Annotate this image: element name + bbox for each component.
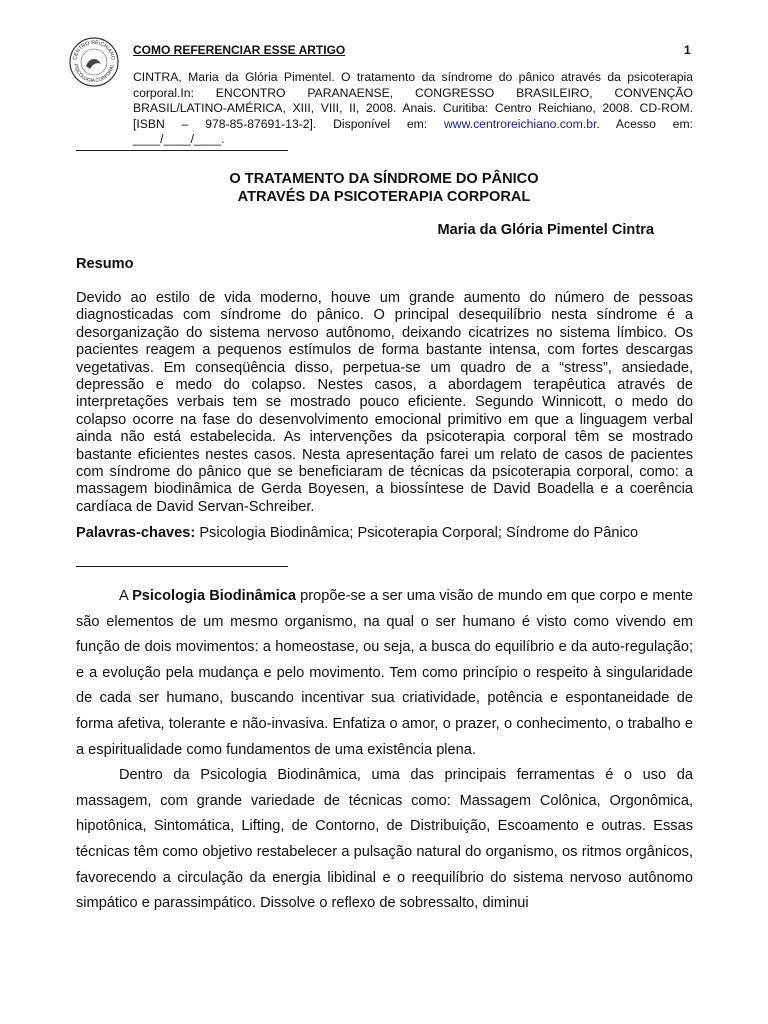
title-line-1: O TRATAMENTO DA SÍNDROME DO PÂNICO — [229, 171, 539, 187]
header-separator — [76, 150, 288, 151]
citation-block — [133, 70, 693, 148]
keywords-label: Palavras-chaves: — [76, 525, 196, 541]
footnote-separator — [76, 566, 288, 567]
title-line-2: ATRAVÉS DA PSICOTERAPIA CORPORAL — [237, 189, 531, 205]
body-text — [76, 584, 693, 917]
resumo-heading: Resumo — [76, 256, 134, 272]
reference-heading: COMO REFERENCIAR ESSE ARTIGO — [133, 43, 346, 57]
page-number: 1 — [684, 43, 691, 57]
logo-text-top: CENTRO REICHIANO — [72, 39, 116, 61]
p1-bold-term: Psicologia Biodinâmica — [132, 588, 296, 604]
p1-prefix: A — [119, 588, 133, 604]
centro-reichiano-logo — [68, 36, 120, 88]
body-paragraph-2: Dentro da Psicologia Biodinâmica, uma das principais ferramentas é o uso da massagem, com grande variedade de técnicas como: Massagem Colônica, Orgonômica, hipotônica, Sintomática, Lifting, de Contorno, de Distribuição, Escoamento e outras. Essas técnicas têm como objetivo restabelecer a pulsação natural do organismo, os ritmos orgânicos, favorecendo a circulação da energia libidinal e o reequilíbrio do sistema nervoso autônomo simpático e parassimpático. Dissolve o reflexo de sobressalto, diminui — [76, 767, 693, 912]
keywords-line — [76, 525, 693, 541]
centro-reichiano-link[interactable]: www.centroreichiano.com.br — [443, 116, 597, 131]
article-title — [76, 170, 692, 206]
abstract-paragraph: Devido ao estilo de vida moderno, houve um grande aumento do número de pessoas diagnosticadas com síndrome do pânico. O principal desequilíbrio nesta síndrome é a desorganização do sistema nervoso autônomo, deixando cicatrizes no sistema límbico. Os pacientes reagem a pequenos estímulos de forma bastante intensa, com fortes descargas vegetativas. Em conseqüência disso, perpetua-se um quadro de a “stress”, ansiedade, depressão e medo do colapso. Nestes casos, a abordagem terapêutica através de interpretações verbais tem se mostrado pouco eficiente. Segundo Winnicott, o medo do colapso ocorre na fase do desenvolvimento emocional primitivo em que a linguagem verbal ainda não está estabelecida. As intervenções da psicoterapia corporal têm se mostrado bastante eficientes nestes casos. Nesta apresentação farei um relato de casos de pacientes com síndrome do pânico que se beneficiaram de técnicas da psicoterapia corporal, como: a massagem biodinâmica de Gerda Boyesen, a biossíntese de David Boadella e a coerência cardíaca de David Servan-Schreiber. — [76, 290, 693, 515]
keywords-text: Psicologia Biodinâmica; Psicoterapia Corporal; Síndrome do Pânico — [195, 525, 639, 541]
logo-text-bottom: PSICOLOGIA CORPORAL — [72, 63, 116, 85]
author-name: Maria da Glória Pimentel Cintra — [437, 222, 654, 238]
body-paragraph-1 — [76, 584, 693, 763]
p1-text: propõe-se a ser uma visão de mundo em que corpo e mente são elementos de um mesmo organismo, na qual o ser humano é visto como vivendo em função de dois movimentos: a homeostase, ou seja, a busca do equilíbrio e da auto-regulação; e a evolução pela mudança e pelo movimento. Tem como princípio o respeito à singularidade de cada ser humano, buscando incentivar sua criatividade, potência e espontaneidade de forma afetiva, tolerante e não-invasiva. Enfatiza o amor, o prazer, o conhecimento, o trabalho e a espiritualidade como fundamentos de uma existência plena. — [76, 588, 693, 758]
citation-access-text: . Acesso em: ____/____/____. — [133, 116, 693, 147]
citation-text: CINTRA, Maria da Glória Pimentel. O tratamento da síndrome do pânico através da psicoterapia corporal.In: ENCONTRO PARANAENSE, CONGRESSO BRASILEIRO, CONVENÇÃO BRASIL/LATINO-AMÉRICA, XIII, VIII, II, 2008. Anais. Curitiba: Centro Reichiano, 2008. CD-ROM. [ISBN – 978-85-87691-13-2]. Disponível em: — [133, 70, 693, 131]
